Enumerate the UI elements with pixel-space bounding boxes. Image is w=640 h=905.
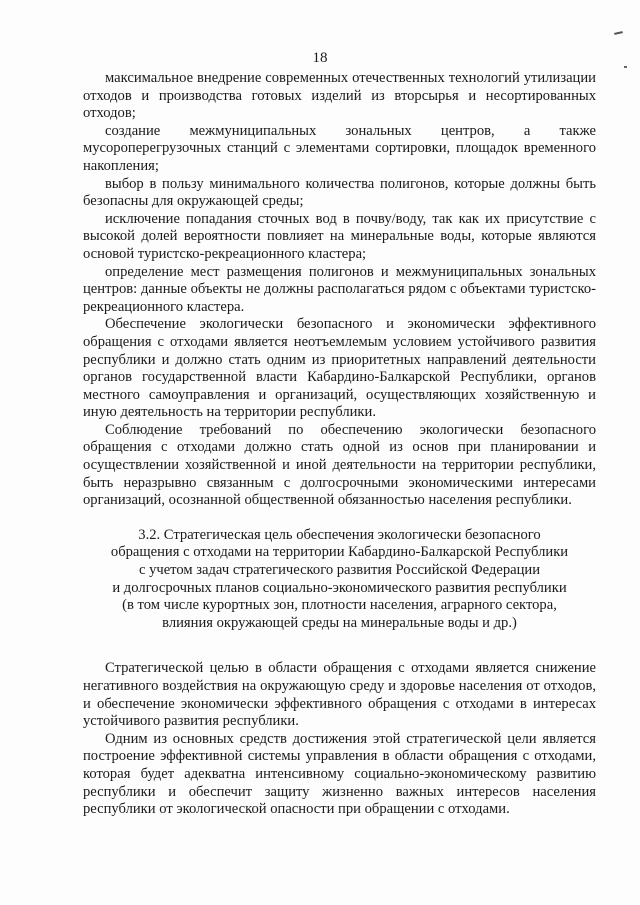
heading-line: обращения с отходами на территории Кабардино-Балкарской Республики xyxy=(110,544,569,561)
paragraph: исключение попадания сточных вод в почву/воду, так как их присутствие с высокой долей вероятности повлияет на минеральные воды, которые являются основой туристско-рекреационного кластера; xyxy=(83,210,596,262)
heading-line: 3.2. Стратегическая цель обеспечения экологически безопасного xyxy=(138,526,541,543)
paragraph: Стратегической целью в области обращения с отходами является снижение негативного воздействия на окружающую среду и здоровье населения от отходов, и обеспечение экономически эффективного обращения с отходами в интересах устойчивого развития республики. xyxy=(83,660,596,730)
heading-line: и долгосрочных планов социально-экономического развития республики xyxy=(112,579,567,596)
paragraph: максимальное внедрение современных отечественных технологий утилизации отходов и производства готовых изделий из вторсырья и несортированных отходов; xyxy=(83,70,596,122)
paragraph: Соблюдение требований по обеспечению экологически безопасного обращения с отходами должно стать одной из основ при планировании и осуществлении хозяйственной и иной деятельности на территории республики, быть неразрывно связанным с долгосрочными экономическими интересами организаций, осознанной общественной обязанностью населения республики. xyxy=(83,421,596,509)
heading-line: (в том числе курортных зон, плотности населения, аграрного сектора, xyxy=(122,597,557,614)
scan-mark xyxy=(614,31,623,35)
paragraph: выбор в пользу минимального количества полигонов, которые должны быть безопасны для окружающей среды; xyxy=(83,175,596,210)
heading-line: влияния окружающей среды на минеральные воды и др.) xyxy=(162,614,517,631)
heading-line: с учетом задач стратегического развития Российской Федерации xyxy=(138,562,541,579)
page-number: 18 xyxy=(312,50,328,66)
document-body xyxy=(83,70,596,819)
paragraph: Одним из основных средств достижения этой стратегической цели является построение эффективной системы управления в области обращения с отходами, которая будет адекватна интенсивному социально-экономическому развитию республики и обеспечит защиту жизненно важных интересов населения республики от экологической опасности при обращении с отходами. xyxy=(83,730,596,818)
paragraph: определение мест размещения полигонов и межмуниципальных зональных центров: данные объекты не должны располагаться рядом с объектами туристско-рекреационного кластера. xyxy=(83,263,596,315)
paragraph: создание межмуниципальных зональных центров, а также мусороперегрузочных станций с элементами сортировки, площадок временного накопления; xyxy=(83,122,596,174)
paragraph: Обеспечение экологически безопасного и экономически эффективного обращения с отходами является неотъемлемым условием устойчивого развития республики и должно стать одним из приоритетных направлений деятельности органов государственной власти Кабардино-Балкарской Республики, органов местного самоуправления и организаций, осуществляющих хозяйственную и иную деятельность на территории республики. xyxy=(83,316,596,421)
section-heading xyxy=(83,527,596,633)
